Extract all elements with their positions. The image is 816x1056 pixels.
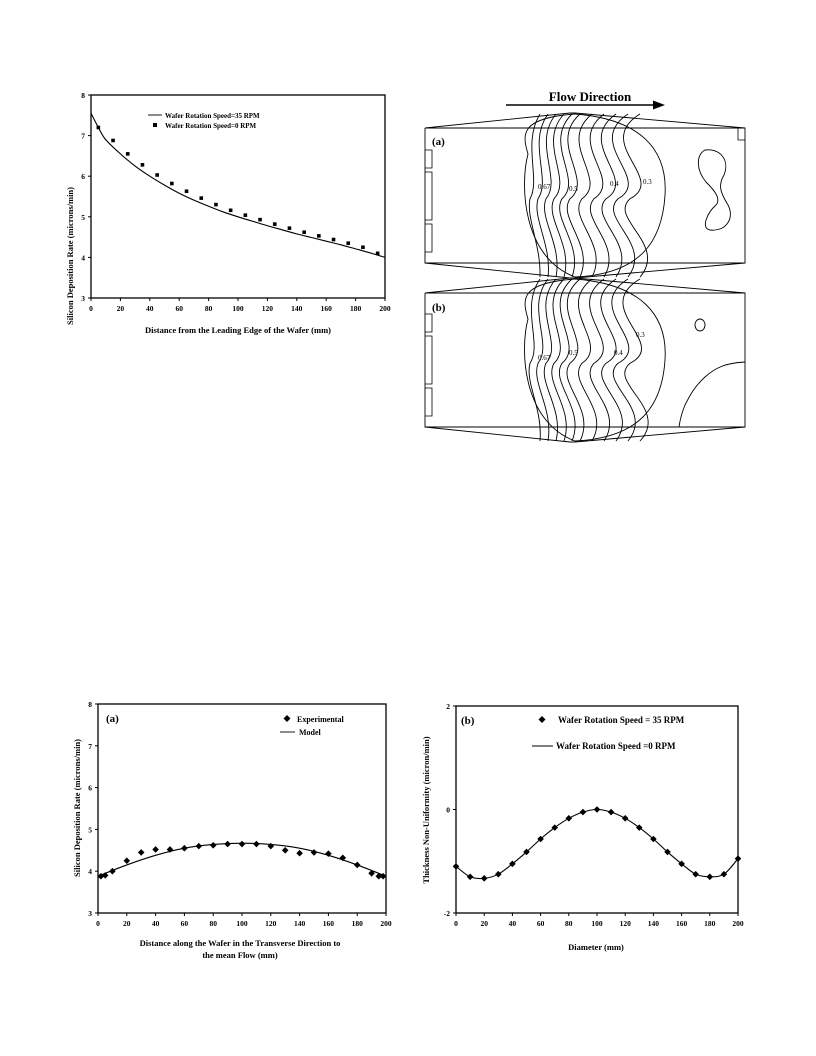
chart-marks [98, 841, 387, 880]
legend-square-swatch [153, 123, 157, 127]
y-tick-label: 2 [446, 702, 450, 711]
contour-line [529, 114, 540, 277]
data-point-diamond [296, 850, 303, 857]
contour-line [590, 114, 609, 277]
data-point-square [346, 241, 350, 245]
y-tick-label: 5 [81, 212, 85, 222]
x-tick-label: 20 [116, 304, 125, 313]
chart-axes [444, 702, 744, 928]
data-point-square [288, 226, 292, 230]
y-tick-label: -2 [443, 909, 450, 918]
y-tick-label: 3 [88, 909, 92, 918]
x-tick-label: 160 [675, 919, 688, 928]
legend-diamond-swatch [539, 716, 546, 723]
x-tick-label: 160 [320, 304, 332, 313]
x-tick-label: 180 [351, 919, 363, 928]
legend-label-0rpm: Wafer Rotation Speed =0 RPM [556, 741, 676, 751]
legend-label-35rpm: Wafer Rotation Speed=35 RPM [165, 112, 260, 120]
panel-b-label: (b) [461, 715, 475, 727]
x-tick-label: 200 [379, 304, 391, 313]
data-point-diamond [152, 846, 159, 853]
x-tick-label: 80 [204, 304, 213, 313]
data-point-square [273, 222, 277, 226]
contour-line [560, 114, 575, 277]
x-tick-label: 40 [146, 304, 154, 313]
contour-label-05-a: 0.5 [569, 185, 578, 193]
x-tick-label: 60 [180, 919, 189, 928]
x-tick-label: 0 [96, 919, 100, 928]
x-tick-label: 100 [591, 919, 603, 928]
contour-label-03-b: 0.3 [636, 331, 645, 339]
data-point-square [229, 209, 233, 213]
contour-line [578, 279, 596, 441]
x-tick-label: 0 [89, 304, 93, 313]
series-line [98, 843, 386, 876]
contour-label-067-a: 0.67 [538, 183, 551, 191]
contour-panel-b [425, 278, 745, 442]
flow-arrowhead [653, 101, 665, 110]
x-tick-label: 20 [123, 919, 131, 928]
contour-line [567, 114, 583, 277]
data-point-diamond [282, 847, 289, 854]
x-tick-label: 200 [732, 919, 744, 928]
chart-frame [98, 704, 386, 913]
legend-label-model: Model [299, 728, 321, 737]
contour-line [567, 279, 584, 441]
contour-line [544, 114, 557, 277]
contour-label-04-a: 0.4 [610, 180, 619, 188]
y-tick-label: 5 [88, 825, 92, 835]
contour-label-067-b: 0.67 [538, 354, 551, 362]
x-tick-label: 40 [151, 919, 160, 928]
data-point-square [258, 218, 262, 222]
chart-marks [453, 806, 742, 881]
panel-a-label: (a) [432, 136, 445, 148]
x-axis-label-line1: Distance along the Wafer in the Transverse Direction to [139, 938, 341, 948]
y-tick-label: 6 [88, 783, 92, 793]
data-point-square [214, 203, 218, 207]
x-tick-label: 60 [175, 304, 183, 313]
data-point-square [170, 182, 174, 186]
data-point-square [185, 189, 189, 193]
legend-label-35rpm: Wafer Rotation Speed = 35 RPM [558, 715, 685, 725]
data-point-square [126, 152, 130, 156]
contour-line [612, 279, 636, 441]
x-axis-label: Distance from the Leading Edge of the Wafer (mm) [144, 325, 332, 335]
legend-label-experimental: Experimental [297, 715, 344, 724]
y-tick-label: 0 [446, 805, 450, 815]
contour-lines-a [525, 114, 666, 277]
panel-a-label: (a) [106, 713, 119, 725]
chart-axes [88, 700, 392, 928]
contour-panel-a [425, 113, 745, 278]
x-tick-label: 120 [265, 919, 277, 928]
x-tick-label: 140 [293, 919, 306, 928]
data-point-diamond [210, 842, 217, 849]
contour-label-03-a: 0.3 [643, 178, 652, 186]
y-tick-label: 8 [81, 91, 85, 100]
x-tick-label: 140 [291, 304, 303, 313]
x-tick-label: 120 [619, 919, 631, 928]
contour-line [552, 114, 566, 277]
data-point-square [141, 163, 145, 167]
x-tick-label: 180 [704, 919, 716, 928]
contour-label-05-b: 0.5 [569, 349, 578, 357]
panel-b-label: (b) [432, 302, 446, 314]
data-point-square [332, 238, 336, 242]
x-tick-label: 80 [209, 919, 217, 928]
series-line [91, 113, 385, 257]
x-axis-label-line2: the mean Flow (mm) [202, 950, 278, 960]
data-point-square [376, 252, 380, 256]
data-point-square [317, 234, 321, 238]
x-tick-label: 100 [236, 919, 248, 928]
x-tick-label: 20 [480, 919, 488, 928]
deposition-rate-chart [65, 91, 391, 335]
contour-line [590, 279, 610, 441]
legend-diamond-swatch [284, 715, 291, 722]
x-tick-label: 60 [536, 919, 545, 928]
contour-line [579, 114, 596, 277]
flow-direction-title: Flow Direction [548, 89, 632, 104]
contour-envelope [575, 114, 665, 277]
x-tick-label: 160 [322, 919, 335, 928]
y-axis-label: Silicon Deposition Rate (microns/min) [65, 187, 75, 325]
flow-contour-diagram [425, 89, 745, 442]
y-tick-label: 6 [81, 172, 85, 182]
legend-label-0rpm: Wafer Rotation Speed=0 RPM [165, 122, 257, 130]
data-point-square [302, 230, 306, 234]
data-point-diamond [239, 841, 246, 848]
x-axis-label: Diameter (mm) [568, 942, 624, 952]
contour-line [601, 114, 622, 277]
x-tick-label: 120 [261, 304, 274, 313]
x-tick-label: 80 [565, 919, 573, 928]
x-tick-label: 0 [454, 919, 458, 928]
y-tick-label: 7 [81, 131, 85, 141]
x-tick-label: 200 [380, 919, 392, 928]
data-point-square [361, 245, 365, 249]
x-tick-label: 100 [232, 304, 244, 313]
data-point-square [111, 139, 115, 143]
y-tick-label: 4 [81, 253, 85, 263]
y-tick-label: 7 [88, 741, 92, 751]
x-tick-label: 180 [349, 304, 362, 313]
thickness-nonuniformity-chart [421, 702, 744, 952]
y-tick-label: 3 [81, 294, 85, 303]
data-point-diamond [124, 857, 131, 864]
data-point-square [155, 173, 159, 177]
x-tick-label: 140 [647, 919, 660, 928]
x-tick-label: 40 [508, 919, 517, 928]
data-point-square [97, 126, 101, 130]
y-axis-label: Silicon Deposition Rate (microns/min) [72, 739, 82, 877]
data-point-square [244, 213, 248, 217]
y-axis-label: Thickness Non-Uniformity (micron/min) [421, 736, 431, 884]
contour-line [552, 279, 567, 441]
contour-envelope [575, 279, 665, 441]
y-tick-label: 8 [88, 700, 92, 709]
y-tick-label: 4 [88, 867, 92, 877]
chart-marks [91, 113, 385, 257]
contour-label-04-b: 0.4 [614, 349, 623, 357]
transverse-deposition-chart [72, 700, 392, 960]
data-point-diamond [138, 849, 145, 856]
contour-line [624, 114, 648, 277]
data-point-square [199, 196, 203, 200]
series-line [456, 810, 738, 879]
